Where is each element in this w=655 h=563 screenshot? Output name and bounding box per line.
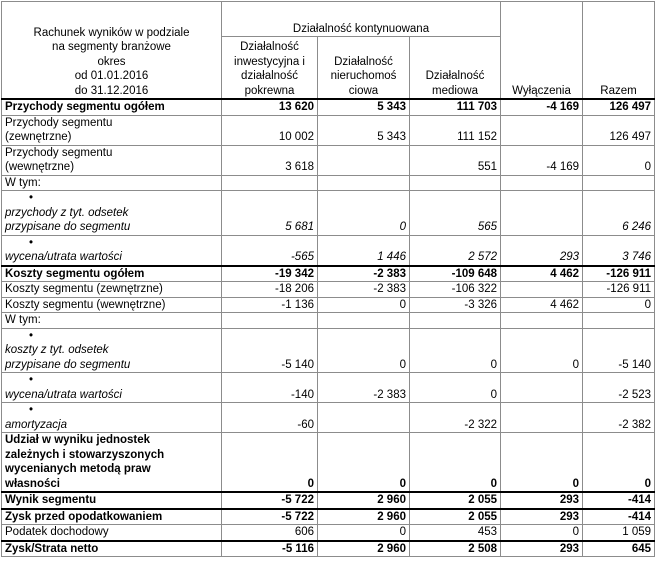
row-label: Koszty segmentu (wewnętrzne)	[2, 297, 222, 313]
cell-value: 4 462	[501, 266, 583, 282]
cell-value: 551	[410, 145, 501, 175]
row-label: •wycena/utrata wartości	[2, 235, 222, 266]
row-label: •koszty z tyt. odsetek przypisane do segmentu	[2, 328, 222, 373]
cell-value: 1 446	[318, 235, 410, 266]
cell-value: 0	[501, 433, 583, 493]
row-label: •amortyzacja	[2, 403, 222, 433]
cell-value: 2 960	[318, 509, 410, 525]
cell-value: 13 620	[222, 99, 318, 115]
cell-value	[501, 282, 583, 298]
bullet-icon: •	[28, 236, 34, 249]
cell-value: -2 383	[318, 282, 410, 298]
table-row	[2, 145, 655, 175]
cell-value: 2 508	[410, 541, 501, 557]
cell-value	[501, 403, 583, 433]
bullet-icon: •	[28, 374, 34, 386]
cell-value: 293	[501, 492, 583, 509]
cell-value: 5 343	[318, 99, 410, 115]
cell-value: 1 059	[583, 525, 655, 541]
cell-value: 0	[501, 525, 583, 541]
cell-value: 0	[583, 145, 655, 175]
table-row	[2, 235, 655, 266]
cell-value: -5 140	[583, 328, 655, 373]
table-row	[2, 373, 655, 403]
cell-value: -4 169	[501, 99, 583, 115]
table-row	[2, 191, 655, 236]
table-row	[2, 282, 655, 298]
cell-value: 126 497	[583, 115, 655, 145]
cell-value: 111 703	[410, 99, 501, 115]
cell-value	[501, 191, 583, 236]
cell-value: 0	[583, 433, 655, 493]
segment-results-table	[1, 1, 655, 557]
cell-value: 0	[318, 433, 410, 493]
cell-value: 4 462	[501, 297, 583, 313]
cell-value: -2 383	[318, 373, 410, 403]
cell-value: -2 383	[318, 266, 410, 282]
cell-value: 293	[501, 509, 583, 525]
real-estate-activity-header: Działalność nieruchomoś ciowa	[318, 37, 410, 99]
cell-value: 0	[410, 328, 501, 373]
cell-value: 0	[318, 525, 410, 541]
table-row	[2, 403, 655, 433]
row-label: Przychody segmentu (wewnętrzne)	[2, 145, 222, 175]
cell-value: 2 572	[410, 235, 501, 266]
row-label: Koszty segmentu ogółem	[2, 266, 222, 282]
cell-value: -5 140	[222, 328, 318, 373]
cell-value: -126 911	[583, 282, 655, 298]
cell-value: 0	[318, 191, 410, 236]
table-row	[2, 509, 655, 525]
cell-value: 10 002	[222, 115, 318, 145]
cell-value	[501, 373, 583, 403]
bullet-icon: •	[28, 404, 34, 416]
table-row	[2, 266, 655, 282]
cell-value: 6 246	[583, 191, 655, 236]
cell-value: 3 618	[222, 145, 318, 175]
cell-value: 0	[410, 373, 501, 403]
cell-value: 0	[222, 433, 318, 493]
row-label: •przychody z tyt. odsetek przypisane do segmentu	[2, 191, 222, 236]
table-row	[2, 525, 655, 541]
cell-value: -2 382	[583, 403, 655, 433]
cell-value: 2 960	[318, 492, 410, 509]
cell-value: 111 152	[410, 115, 501, 145]
cell-value	[318, 145, 410, 175]
row-label: Zysk przed opodatkowaniem	[2, 509, 222, 525]
continued-operations-header: Działalność kontynuowana	[222, 2, 501, 37]
row-label: Zysk/Strata netto	[2, 541, 222, 557]
cell-value: 3 746	[583, 235, 655, 266]
table-header-row-1	[2, 2, 655, 37]
cell-value: 293	[501, 235, 583, 266]
cell-value: -18 206	[222, 282, 318, 298]
cell-value: -2 322	[410, 403, 501, 433]
table-row	[2, 115, 655, 145]
cell-value: -4 169	[501, 145, 583, 175]
cell-value: 5 343	[318, 115, 410, 145]
cell-value: -60	[222, 403, 318, 433]
bullet-icon: •	[28, 192, 34, 204]
row-label: •wycena/utrata wartości	[2, 373, 222, 403]
cell-value: -2 523	[583, 373, 655, 403]
row-label: W tym:	[2, 313, 222, 329]
cell-value: 0	[583, 297, 655, 313]
cell-value: 0	[501, 328, 583, 373]
media-activity-header: Działalność mediowa	[410, 37, 501, 99]
cell-value	[318, 403, 410, 433]
row-label: Przychody segmentu ogółem	[2, 99, 222, 115]
table-row	[2, 99, 655, 115]
table-row	[2, 492, 655, 509]
cell-value: -1 136	[222, 297, 318, 313]
cell-value: 2 960	[318, 541, 410, 557]
cell-value: 2 055	[410, 492, 501, 509]
cell-value: 2 055	[410, 509, 501, 525]
row-label: Podatek dochodowy	[2, 525, 222, 541]
cell-value: 645	[583, 541, 655, 557]
cell-value: -109 648	[410, 266, 501, 282]
row-label: Koszty segmentu (zewnętrzne)	[2, 282, 222, 298]
row-label: Wynik segmentu	[2, 492, 222, 509]
cell-value: -126 911	[583, 266, 655, 282]
cell-value: 5 681	[222, 191, 318, 236]
cell-value: -106 322	[410, 282, 501, 298]
bullet-icon: •	[28, 329, 34, 342]
cell-value: -414	[583, 509, 655, 525]
row-label: W tym:	[2, 175, 222, 191]
cell-value: -5 722	[222, 509, 318, 525]
cell-value: -3 326	[410, 297, 501, 313]
table-row	[2, 433, 655, 493]
cell-value: 293	[501, 541, 583, 557]
row-label: Udział w wyniku jednostek zależnych i stowarzyszonych wycenianych metodą praw własności	[2, 433, 222, 493]
investment-activity-header: Działalność inwestycyjna i działalność pokrewna	[222, 37, 318, 99]
exclusions-header: Wyłączenia	[501, 2, 583, 100]
cell-value: 565	[410, 191, 501, 236]
cell-value: -19 342	[222, 266, 318, 282]
cell-value: -140	[222, 373, 318, 403]
cell-value: 606	[222, 525, 318, 541]
total-header: Razem	[583, 2, 655, 100]
cell-value: -565	[222, 235, 318, 266]
row-title-header: Rachunek wyników w podziale na segmenty branżowe okres od 01.01.2016 do 31.12.2016	[2, 2, 222, 100]
cell-value: -5 116	[222, 541, 318, 557]
cell-value: 126 497	[583, 99, 655, 115]
table-row	[2, 297, 655, 313]
cell-value: 453	[410, 525, 501, 541]
cell-value: 0	[318, 328, 410, 373]
cell-value	[501, 115, 583, 145]
table-row	[2, 313, 655, 329]
table-row	[2, 541, 655, 557]
cell-value: 0	[410, 433, 501, 493]
cell-value: -414	[583, 492, 655, 509]
table-row	[2, 175, 655, 191]
table-row	[2, 328, 655, 373]
cell-value: -5 722	[222, 492, 318, 509]
row-label: Przychody segmentu (zewnętrzne)	[2, 115, 222, 145]
cell-value: 0	[318, 297, 410, 313]
